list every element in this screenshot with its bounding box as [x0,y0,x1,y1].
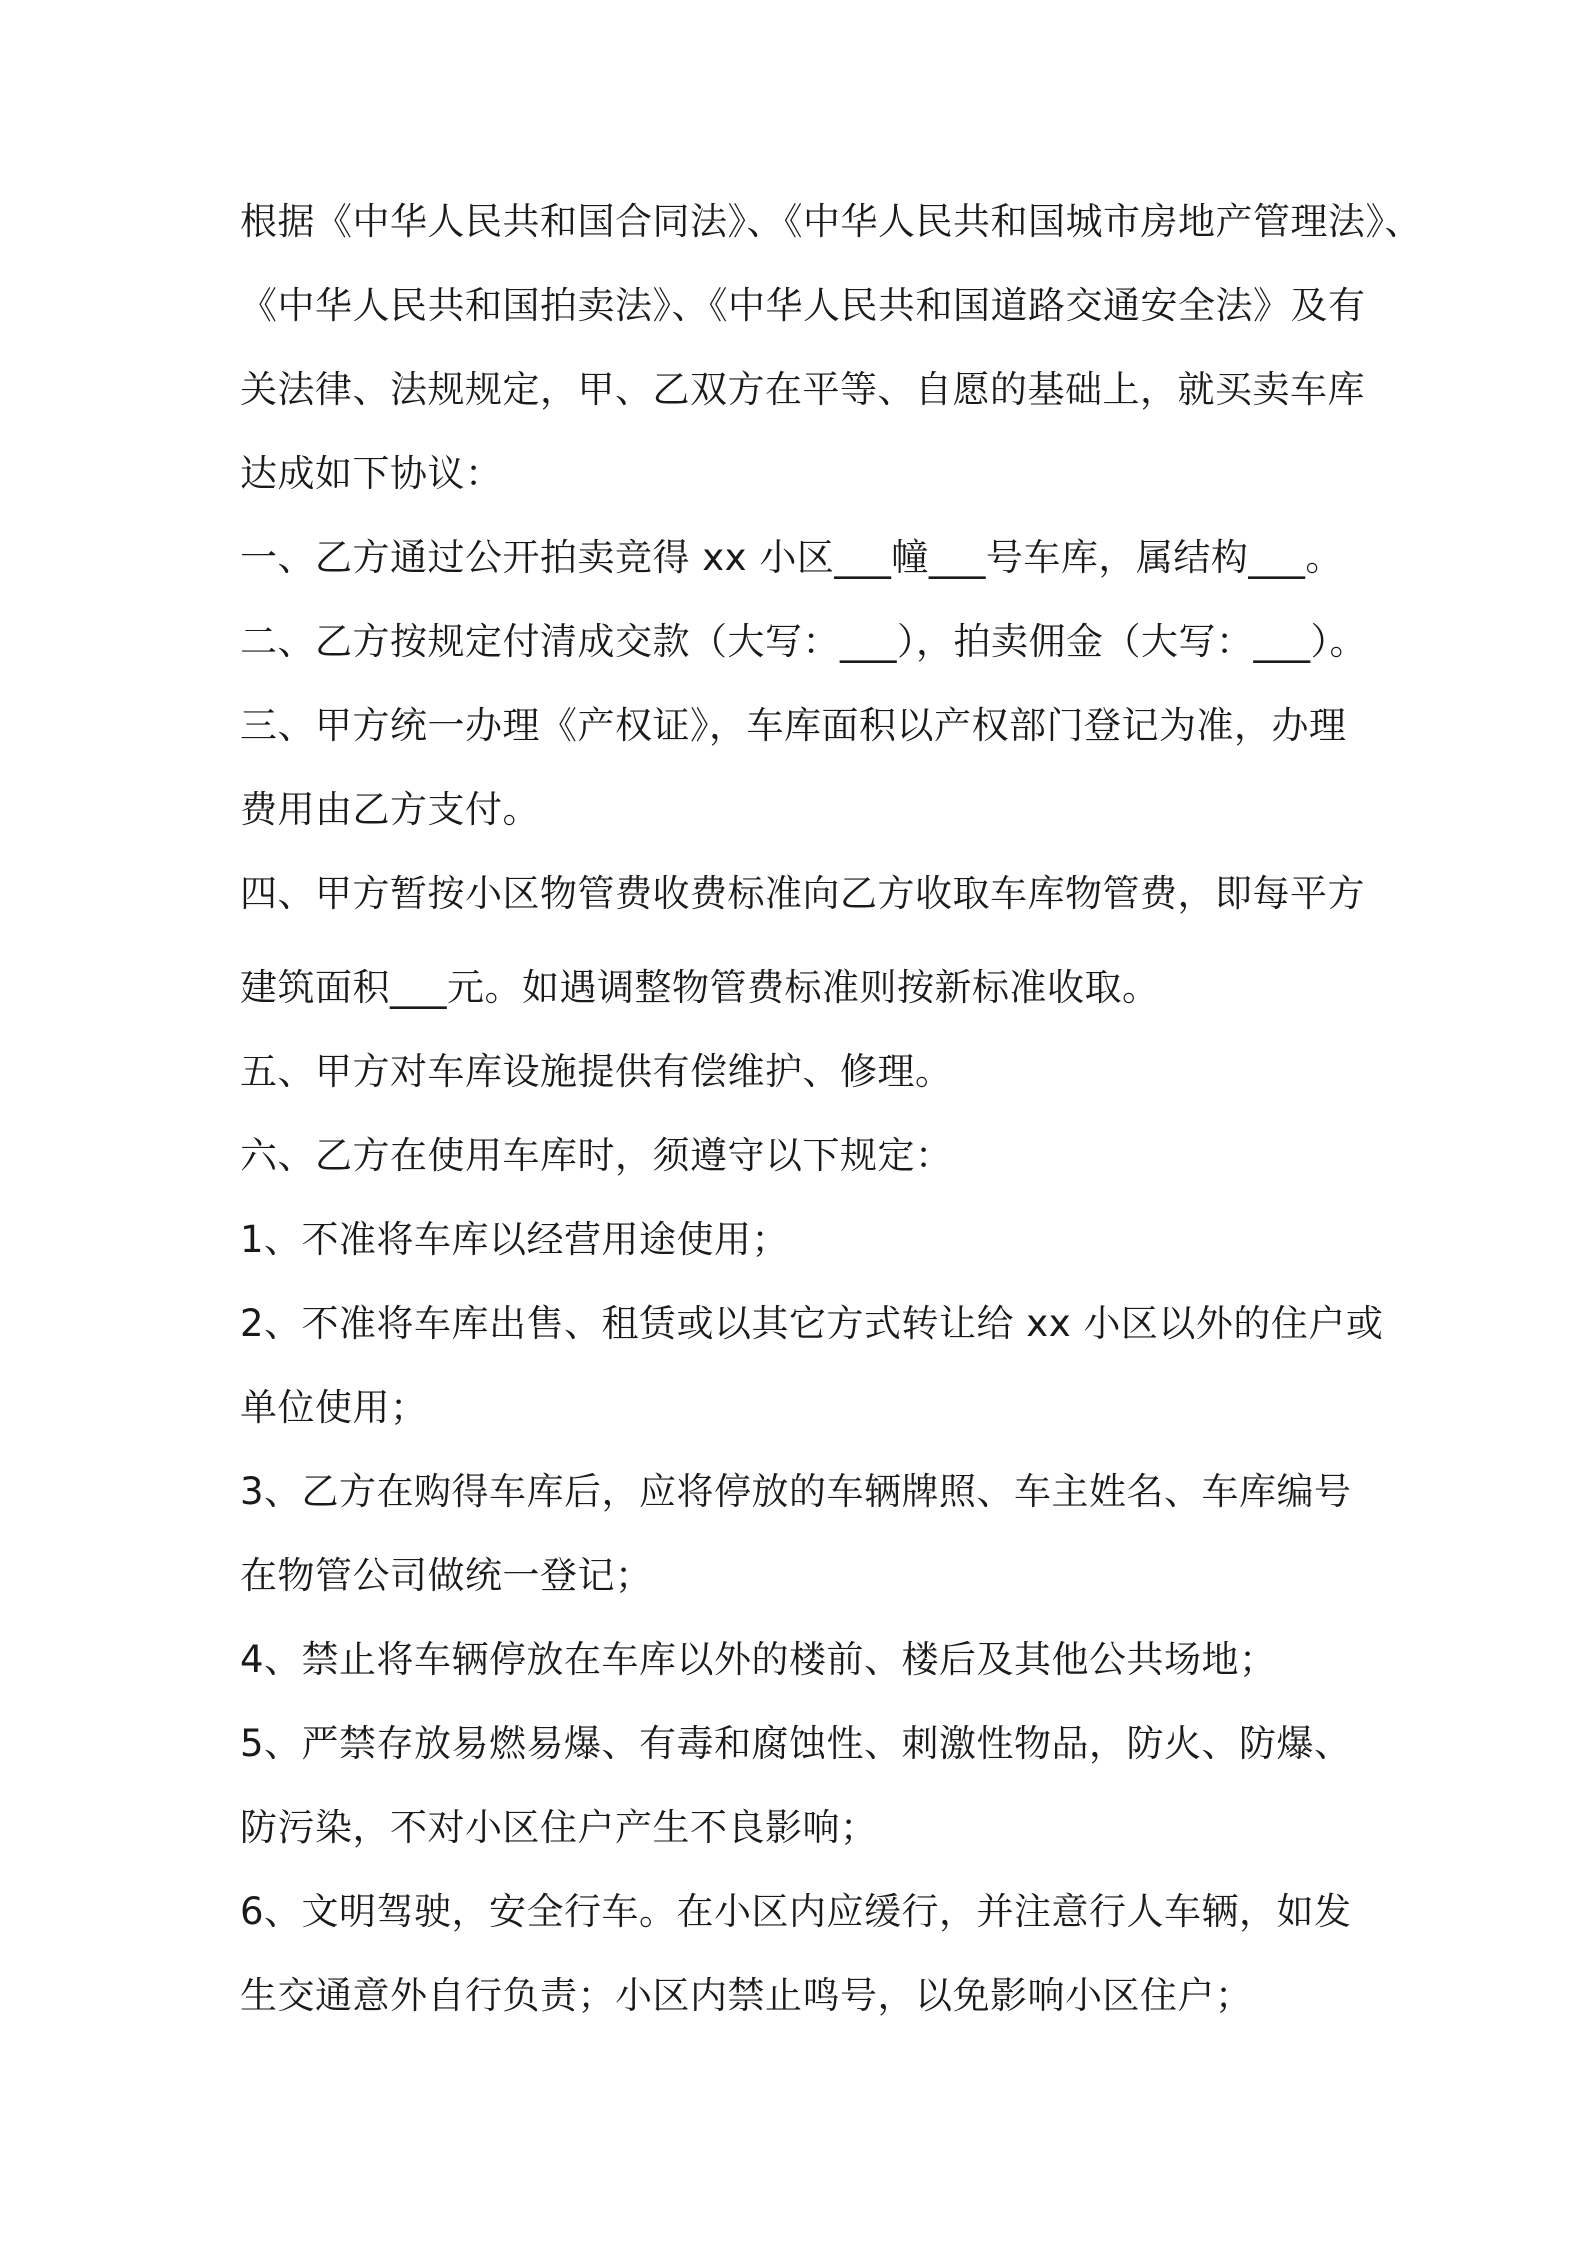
clause-3-cont: 费用由乙方支付。 [240,788,540,831]
rule-5-cont: 防污染，不对小区住户产生不良影响； [240,1806,878,1849]
clause-4: 四、甲方暂按小区物管费收费标准向乙方收取车库物管费，即每平方 [240,872,1365,915]
clause-1: 一、乙方通过公开拍卖竞得 xx 小区___幢___号车库，属结构___。 [240,536,1343,579]
paragraph-line: 根据《中华人民共和国合同法》、《中华人民共和国城市房地产管理法》、 [240,200,1422,243]
paragraph-line: 《中华人民共和国拍卖法》、《中华人民共和国道路交通安全法》及有 [240,284,1366,327]
rule-3-cont: 在物管公司做统一登记； [240,1554,653,1597]
rule-6: 6、文明驾驶，安全行车。在小区内应缓行，并注意行人车辆，如发 [240,1890,1352,1933]
rule-6-cont: 生交通意外自行负责；小区内禁止鸣号，以免影响小区住户； [240,1974,1253,2017]
clause-2: 二、乙方按规定付清成交款（大写：___），拍卖佣金（大写：___）。 [240,620,1367,663]
clause-5: 五、甲方对车库设施提供有偿维护、修理。 [240,1050,953,1093]
clause-3: 三、甲方统一办理《产权证》，车库面积以产权部门登记为准，办理 [240,704,1347,747]
clause-6: 六、乙方在使用车库时，须遵守以下规定： [240,1134,953,1177]
rule-2: 2、不准将车库出售、租赁或以其它方式转让给 xx 小区以外的住户或 [240,1302,1384,1345]
clause-4-cont: 建筑面积___元。如遇调整物管费标准则按新标准收取。 [240,966,1160,1009]
paragraph-line: 关法律、法规规定，甲、乙双方在平等、自愿的基础上，就买卖车库 [240,368,1365,411]
rule-3: 3、乙方在购得车库后，应将停放的车辆牌照、车主姓名、车库编号 [240,1470,1352,1513]
document-body [240,198,1422,2056]
rule-4: 4、禁止将车辆停放在车库以外的楼前、楼后及其他公共场地； [240,1638,1277,1681]
rule-1: 1、不准将车库以经营用途使用； [240,1218,790,1261]
rule-5: 5、严禁存放易燃易爆、有毒和腐蚀性、刺激性物品，防火、防爆、 [240,1722,1352,1765]
rule-2-cont: 单位使用； [240,1386,428,1429]
paragraph-line: 达成如下协议： [240,452,503,495]
